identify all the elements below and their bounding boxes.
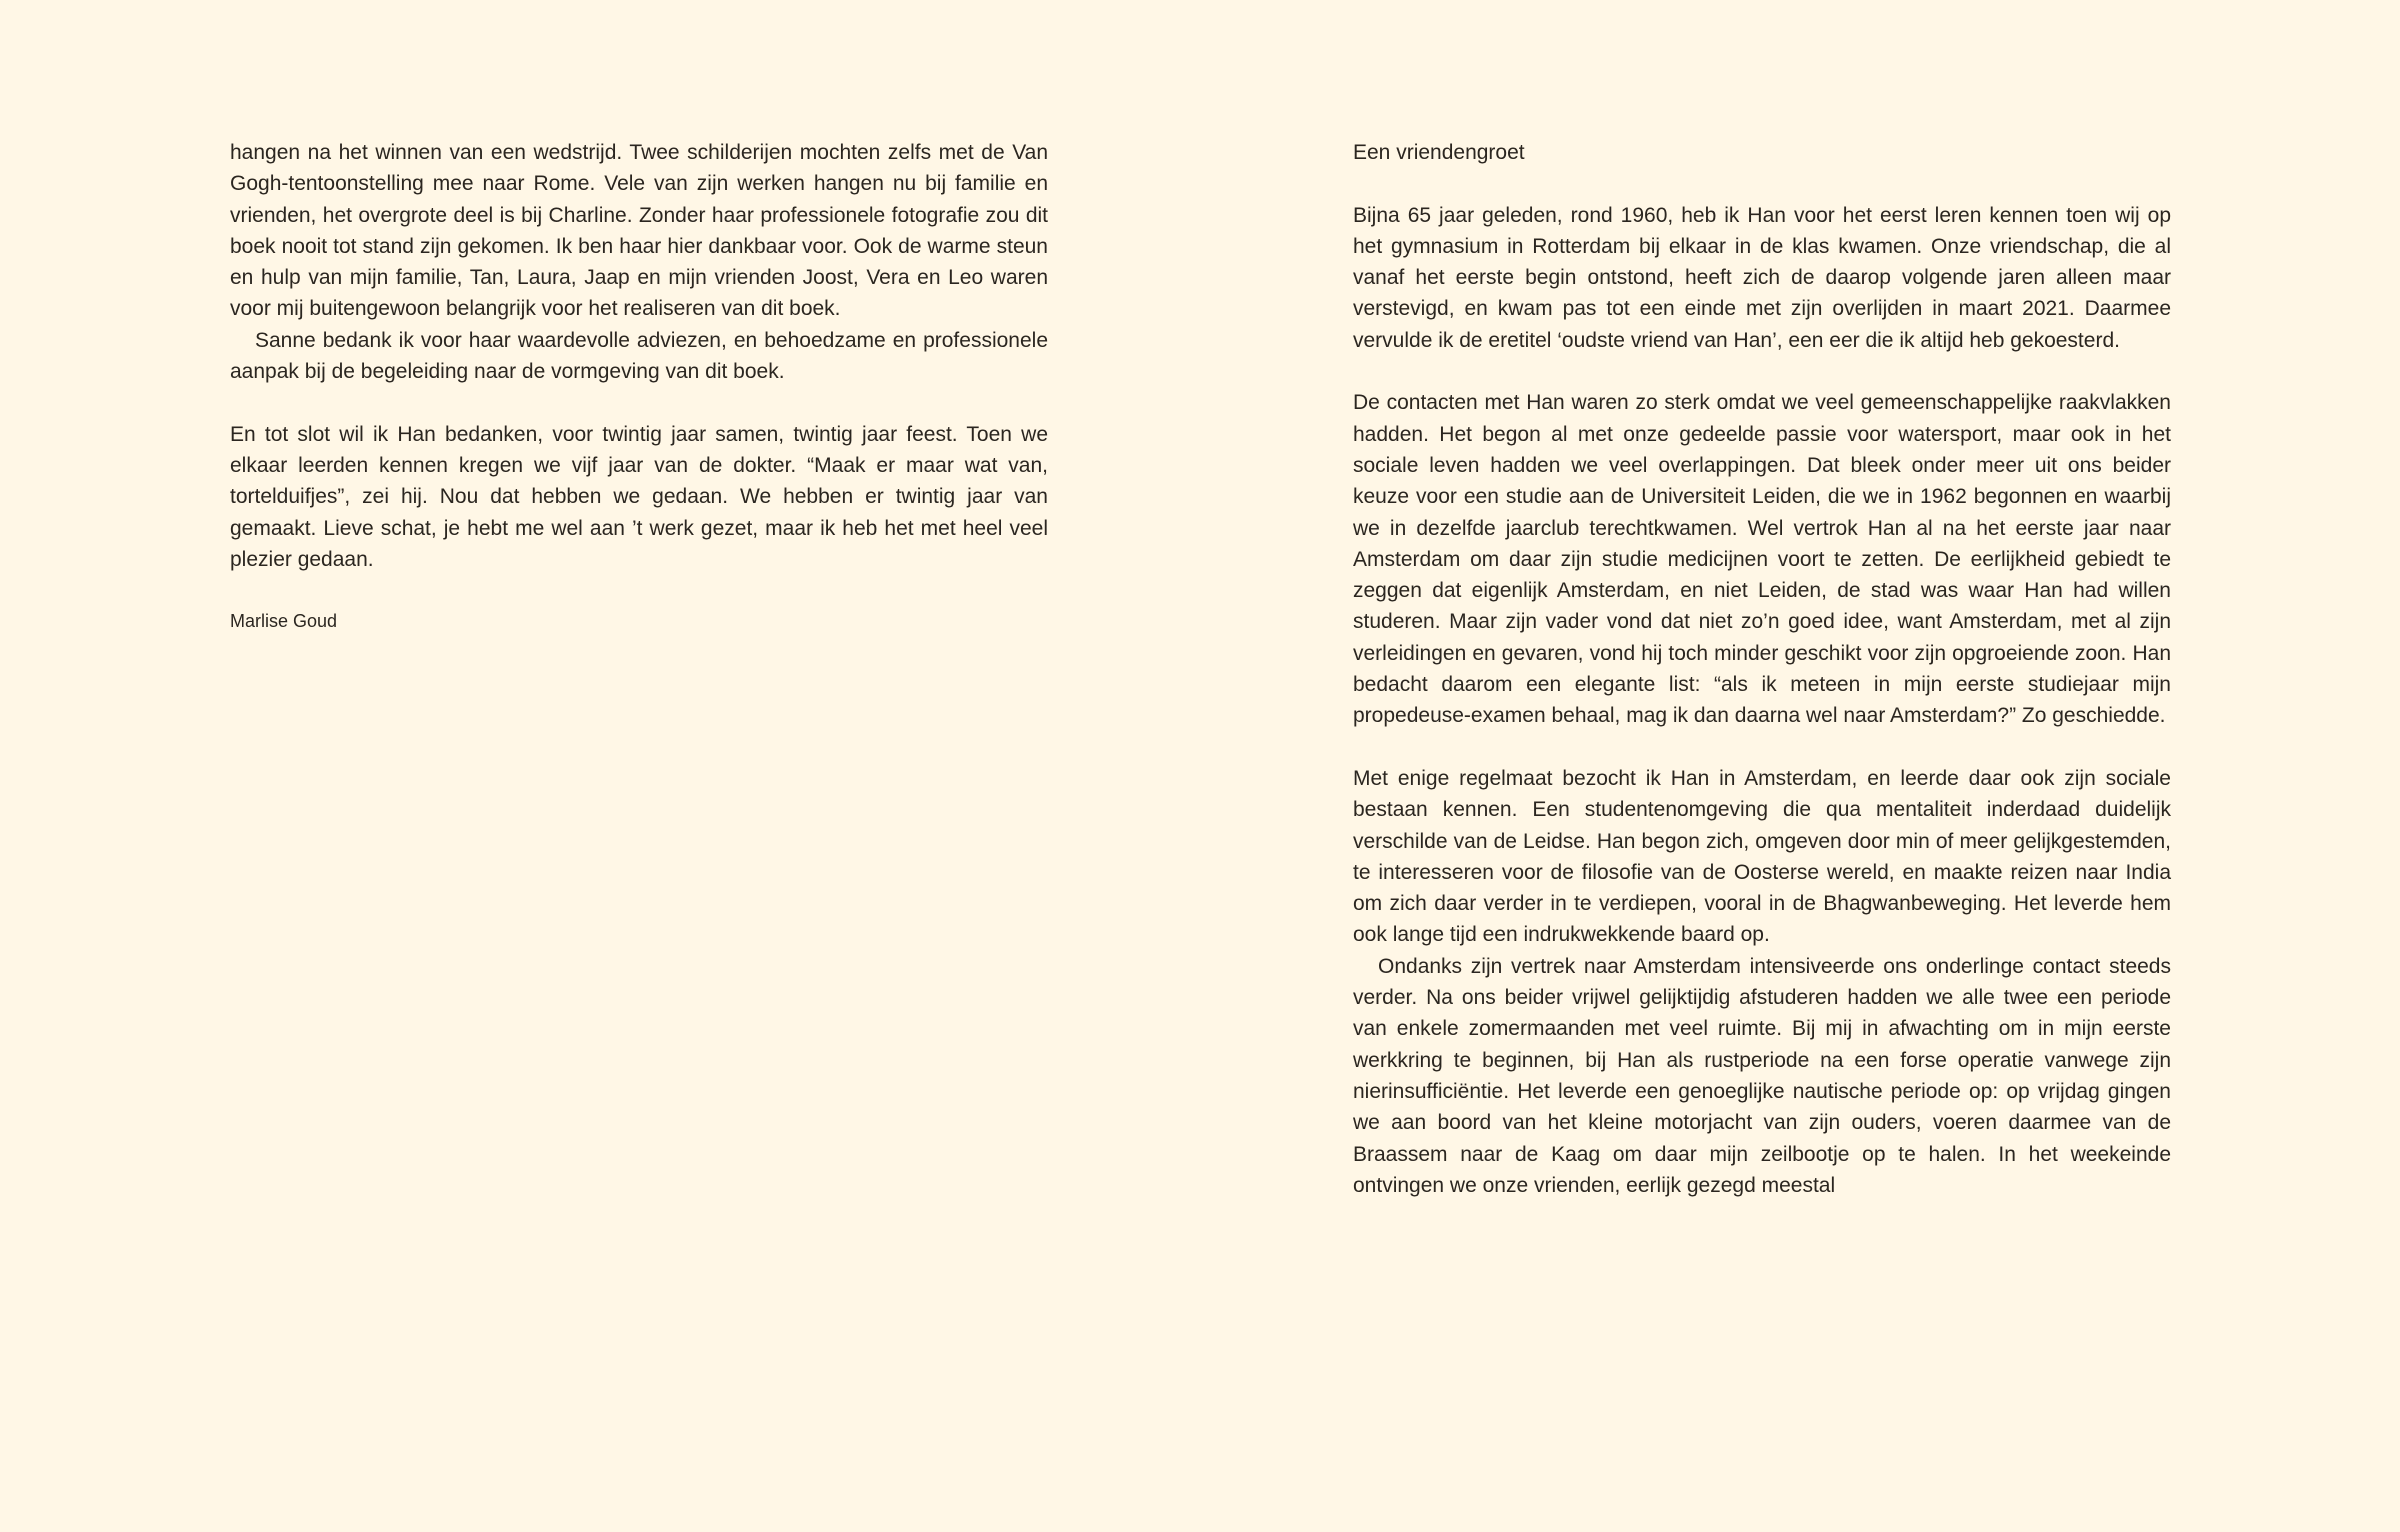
paragraph: Sanne bedank ik voor haar waardevolle adviezen, en behoedzame en professionele aanpak bij de begeleiding naar de vormgeving van dit boek. [230,328,1048,384]
right-text-column [1353,137,2171,1201]
paragraph: Ondanks zijn vertrek naar Amsterdam intensiveerde ons onderlinge contact steeds verder. Na ons beider vrijwel gelijktijdig afstuderen hadden we alle twee een periode van enkele zomermaanden met veel ruimte. Bij mij in afwachting om in mijn eerste werkkring te beginnen, bij Han als rustperiode na een forse operatie vanwege zijn nierinsufficiëntie. Het leverde een genoeglijke nautische periode op: op vrijdag gingen we aan boord van het kleine motorjacht van zijn ouders, voeren daarmee van de Braassem naar de Kaag om daar mijn zeilbootje op te halen. In het weekeinde ontvingen we onze vrienden, eerlijk gezegd meestal [1353,954,2171,1197]
author-signature: Marlise Goud [230,611,338,632]
paragraph: De contacten met Han waren zo sterk omdat we veel gemeenschappelijke raakvlakken hadden. Het begon al met onze gedeelde passie voor watersport, maar ook in het sociale leven hadden we veel overlappingen. Dat bleek onder meer uit ons beider keuze voor een studie aan de Universiteit Leiden, die we in 1962 begonnen en waarbij we in dezelfde jaarclub terechtkwamen. Wel vertrok Han al na het eerste jaar naar Amsterdam om daar zijn studie medicijnen voort te zetten. De eerlijkheid gebiedt te zeggen dat eigenlijk Amsterdam, en niet Leiden, de stad was waar Han had willen studeren. Maar zijn vader vond dat niet zo’n goed idee, want Amsterdam, met al zijn verleidingen en gevaren, vond hij toch minder geschikt voor zijn opgroeiende zoon. Han bedacht daarom een elegante list: “als ik meteen in mijn eerste studiejaar mijn propedeuse-examen behaal, mag ik dan daarna wel naar Amsterdam?” Zo geschiedde. [1353,391,2171,728]
paragraph: En tot slot wil ik Han bedanken, voor twintig jaar samen, twintig jaar feest. Toen we elkaar leerden kennen kregen we vijf jaar van de dokter. “Maak er maar wat van, tortelduifjes”, zei hij. Nou dat hebben we gedaan. We hebben er twintig jaar van gemaakt. Lieve schat, je hebt me wel aan ’t werk gezet, maar ik heb het met heel veel plezier gedaan. [230,422,1048,571]
right-page [1200,0,2400,1532]
left-text-column [230,137,1048,633]
section-title: Een vriendengroet [1353,141,1525,164]
paragraph: Bijna 65 jaar geleden, rond 1960, heb ik Han voor het eerst leren kennen toen wij op het gymnasium in Rotterdam bij elkaar in de klas kwamen. Onze vriendschap, die al vanaf het eerste begin ontstond, heeft zich de daarop volgende jaren alleen maar verstevigd, en kwam pas tot een einde met zijn overlijden in maart 2021. Daarmee vervulde ik de eretitel ‘oudste vriend van Han’, een eer die ik altijd heb gekoesterd. [1353,203,2171,352]
paragraph: hangen na het winnen van een wedstrijd. Twee schilderijen mochten zelfs met de Van Gogh-tentoonstelling mee naar Rome. Vele van zijn werken hangen nu bij familie en vrienden, het overgrote deel is bij Charline. Zonder haar professionele fotografie zou dit boek nooit tot stand zijn gekomen. Ik ben haar hier dankbaar voor. Ook de warme steun en hulp van mijn familie, Tan, Laura, Jaap en mijn vrienden Joost, Vera en Leo waren voor mij buitengewoon belangrijk voor het realiseren van dit boek. [230,141,1048,321]
paragraph: Met enige regelmaat bezocht ik Han in Amsterdam, en leerde daar ook zijn sociale bestaan kennen. Een studentenomgeving die qua mentaliteit inderdaad duidelijk verschilde van de Leidse. Han begon zich, omgeven door min of meer gelijkgestemden, te interesseren voor de filosofie van de Oosterse wereld, en maakte reizen naar India om zich daar verder in te verdiepen, vooral in de Bhagwanbeweging. Het leverde hem ook lange tijd een indrukwekkende baard op. [1353,766,2171,947]
